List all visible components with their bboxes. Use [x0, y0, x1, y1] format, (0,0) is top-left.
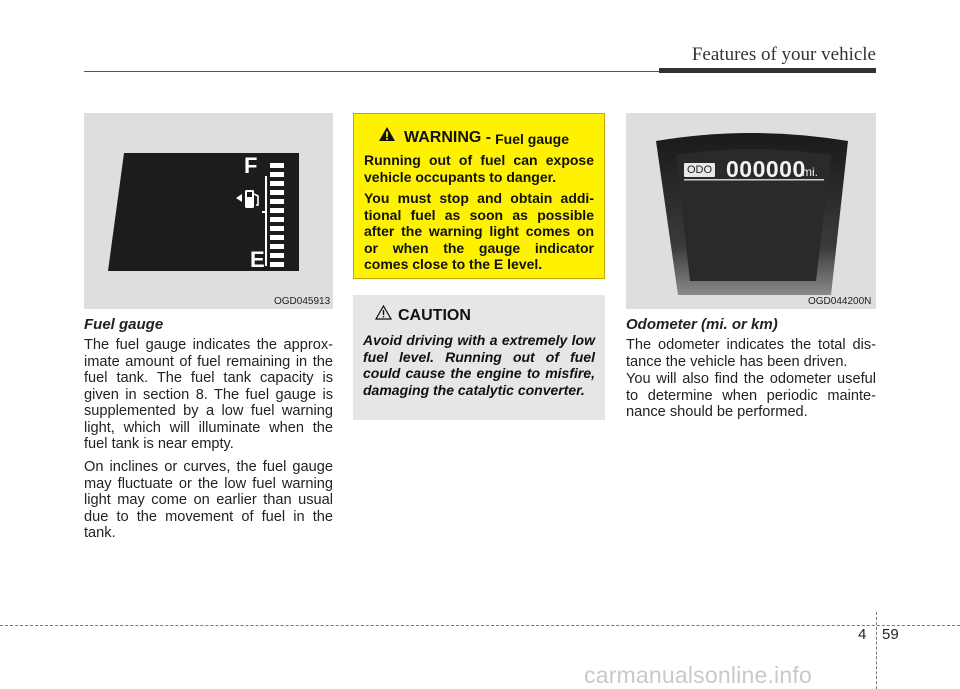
odometer-heading: Odometer (mi. or km) [626, 316, 778, 333]
odometer-image-code: OGD044200N [808, 296, 872, 307]
caution-text: Avoid driving with a extremely low fuel level. Running out of fuel could cause the engine to misfire, damaging the catalytic converter. [363, 332, 595, 398]
odometer-tag: ODO [684, 163, 715, 177]
fuel-gauge-paragraph-2: On inclines or curves, the fuel gauge may fluctuate or the low fuel warning light may come on earlier than usual due to the movement of fuel in the tank. [84, 459, 333, 541]
gauge-empty-label: E [250, 247, 265, 272]
gauge-full-label: F [244, 153, 258, 178]
caution-triangle-icon [375, 305, 392, 325]
odometer-graphic [626, 113, 876, 309]
odometer-paragraph-2: You will also find the odometer useful to determine when periodic mainte-nance should be performed. [626, 371, 876, 420]
header-rule-accent [659, 68, 876, 73]
odometer-unit: mi. [802, 165, 818, 179]
fuel-gauge-graphic [84, 113, 333, 309]
fuel-gauge-illustration [84, 113, 333, 309]
footer-rule [0, 625, 960, 626]
odometer-paragraph-1: The odometer indicates the total dis-tance the vehicle has been driven. [626, 337, 876, 370]
warning-paragraph-2: You must stop and obtain addi-tional fuel as soon as possible after the warning light comes on or when the gauge indicator comes close to the E level. [364, 190, 594, 272]
fuel-pump-icon [234, 185, 262, 211]
fuel-gauge-image-code: OGD045913 [274, 296, 331, 307]
footer-divider [876, 612, 877, 689]
warning-triangle-icon [378, 126, 396, 147]
warning-title: WARNING - [404, 129, 492, 146]
warning-paragraph-1: Running out of fuel can expose vehicle occupants to danger. [364, 152, 594, 185]
section-title: Features of your vehicle [691, 44, 876, 65]
odometer-illustration [626, 113, 876, 309]
site-watermark: carmanualsonline.info [584, 662, 812, 688]
caution-title: CAUTION [398, 307, 471, 324]
page-number: 59 [882, 626, 899, 643]
odometer-value: 000000 [726, 156, 806, 182]
fuel-gauge-paragraph-1: The fuel gauge indicates the approx-imate amount of fuel remaining in the fuel tank. The fuel tank capacity is given in section 8. The fuel gauge is supplemented by a low fuel warning light, which will illuminate when the fuel tank is near empty. [84, 337, 333, 452]
warning-box [353, 113, 605, 279]
fuel-gauge-heading: Fuel gauge [84, 316, 164, 333]
warning-subtitle: Fuel gauge [495, 131, 570, 147]
caution-box [353, 295, 605, 420]
chapter-number: 4 [858, 626, 867, 643]
